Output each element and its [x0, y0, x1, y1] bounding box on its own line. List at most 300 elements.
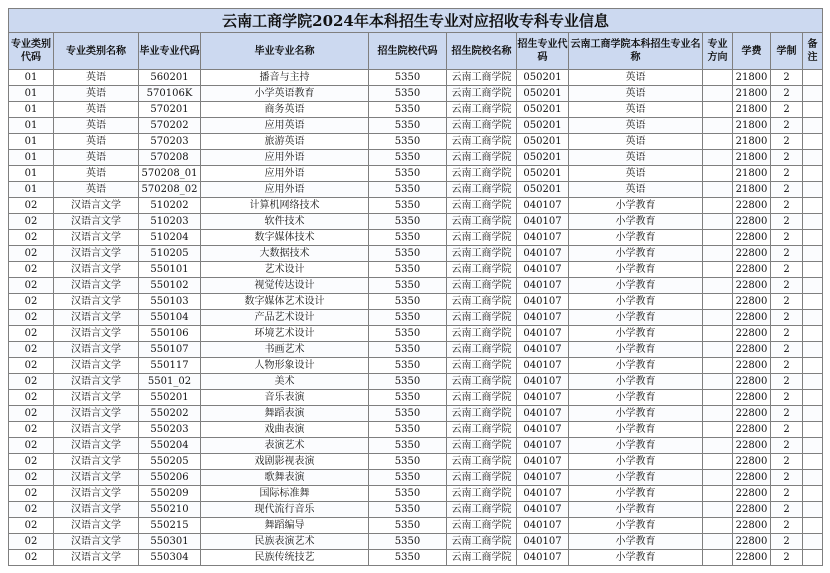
table-cell[interactable] [703, 102, 733, 118]
table-cell[interactable]: 2 [771, 86, 803, 102]
table-cell[interactable]: 21800 [733, 182, 771, 198]
table-cell[interactable]: 2 [771, 438, 803, 454]
table-cell[interactable]: 040107 [517, 246, 569, 262]
table-cell[interactable]: 22800 [733, 502, 771, 518]
table-cell[interactable]: 22800 [733, 262, 771, 278]
table-cell[interactable]: 2 [771, 486, 803, 502]
table-cell[interactable] [703, 294, 733, 310]
table-cell[interactable]: 5350 [369, 198, 447, 214]
table-cell[interactable]: 云南工商学院 [447, 358, 517, 374]
table-cell[interactable]: 550201 [139, 390, 201, 406]
table-cell[interactable]: 5350 [369, 118, 447, 134]
table-cell[interactable]: 550103 [139, 294, 201, 310]
table-cell[interactable]: 02 [9, 518, 54, 534]
table-cell[interactable]: 040107 [517, 534, 569, 550]
table-cell[interactable]: 2 [771, 342, 803, 358]
table-cell[interactable]: 550104 [139, 310, 201, 326]
table-cell[interactable]: 5350 [369, 166, 447, 182]
table-cell[interactable]: 应用英语 [201, 118, 369, 134]
table-cell[interactable]: 现代流行音乐 [201, 502, 369, 518]
table-cell[interactable]: 英语 [569, 182, 703, 198]
table-cell[interactable]: 22800 [733, 310, 771, 326]
table-cell[interactable]: 2 [771, 406, 803, 422]
table-cell[interactable]: 5350 [369, 182, 447, 198]
table-cell[interactable]: 视觉传达设计 [201, 278, 369, 294]
table-cell[interactable] [803, 102, 823, 118]
table-cell[interactable] [703, 70, 733, 86]
table-cell[interactable] [703, 454, 733, 470]
table-cell[interactable]: 550210 [139, 502, 201, 518]
table-cell[interactable]: 570203 [139, 134, 201, 150]
table-cell[interactable]: 040107 [517, 454, 569, 470]
table-cell[interactable]: 050201 [517, 150, 569, 166]
table-cell[interactable]: 汉语言文学 [54, 454, 139, 470]
table-cell[interactable]: 22800 [733, 342, 771, 358]
table-cell[interactable]: 小学教育 [569, 310, 703, 326]
table-cell[interactable]: 英语 [54, 70, 139, 86]
table-cell[interactable]: 小学英语教育 [201, 86, 369, 102]
table-cell[interactable]: 小学教育 [569, 198, 703, 214]
table-cell[interactable]: 5350 [369, 534, 447, 550]
table-cell[interactable] [803, 294, 823, 310]
table-cell[interactable]: 2 [771, 214, 803, 230]
table-cell[interactable]: 云南工商学院 [447, 70, 517, 86]
table-cell[interactable]: 550117 [139, 358, 201, 374]
table-cell[interactable]: 2 [771, 278, 803, 294]
table-cell[interactable]: 音乐表演 [201, 390, 369, 406]
table-cell[interactable]: 小学教育 [569, 454, 703, 470]
table-cell[interactable]: 040107 [517, 502, 569, 518]
table-cell[interactable]: 汉语言文学 [54, 310, 139, 326]
table-cell[interactable]: 播音与主持 [201, 70, 369, 86]
table-cell[interactable]: 云南工商学院 [447, 214, 517, 230]
table-cell[interactable]: 550205 [139, 454, 201, 470]
table-cell[interactable] [703, 278, 733, 294]
table-cell[interactable]: 云南工商学院 [447, 326, 517, 342]
table-cell[interactable]: 戏曲表演 [201, 422, 369, 438]
table-cell[interactable]: 2 [771, 134, 803, 150]
table-cell[interactable]: 2 [771, 534, 803, 550]
table-cell[interactable]: 英语 [54, 102, 139, 118]
table-cell[interactable]: 550206 [139, 470, 201, 486]
table-cell[interactable]: 小学教育 [569, 278, 703, 294]
table-cell[interactable]: 02 [9, 342, 54, 358]
table-cell[interactable]: 2 [771, 374, 803, 390]
table-cell[interactable]: 小学教育 [569, 422, 703, 438]
table-cell[interactable]: 汉语言文学 [54, 486, 139, 502]
table-cell[interactable]: 550101 [139, 262, 201, 278]
table-cell[interactable]: 英语 [54, 118, 139, 134]
table-cell[interactable]: 02 [9, 358, 54, 374]
table-cell[interactable]: 22800 [733, 326, 771, 342]
table-cell[interactable]: 舞蹈表演 [201, 406, 369, 422]
table-cell[interactable] [703, 358, 733, 374]
table-cell[interactable] [703, 342, 733, 358]
table-cell[interactable]: 汉语言文学 [54, 246, 139, 262]
table-cell[interactable]: 050201 [517, 86, 569, 102]
table-cell[interactable]: 2 [771, 198, 803, 214]
table-cell[interactable]: 云南工商学院 [447, 310, 517, 326]
table-cell[interactable]: 小学教育 [569, 502, 703, 518]
table-cell[interactable]: 云南工商学院 [447, 230, 517, 246]
table-cell[interactable] [703, 134, 733, 150]
table-cell[interactable]: 040107 [517, 438, 569, 454]
table-cell[interactable]: 02 [9, 262, 54, 278]
table-cell[interactable]: 550215 [139, 518, 201, 534]
table-cell[interactable]: 数字媒体技术 [201, 230, 369, 246]
table-cell[interactable]: 570202 [139, 118, 201, 134]
table-cell[interactable] [803, 182, 823, 198]
table-cell[interactable]: 040107 [517, 406, 569, 422]
table-cell[interactable]: 云南工商学院 [447, 550, 517, 566]
table-cell[interactable] [803, 86, 823, 102]
table-cell[interactable] [803, 534, 823, 550]
table-cell[interactable]: 2 [771, 454, 803, 470]
table-cell[interactable]: 040107 [517, 470, 569, 486]
table-cell[interactable]: 5501_02 [139, 374, 201, 390]
table-cell[interactable]: 汉语言文学 [54, 294, 139, 310]
table-cell[interactable]: 汉语言文学 [54, 326, 139, 342]
table-cell[interactable] [703, 310, 733, 326]
table-cell[interactable]: 040107 [517, 422, 569, 438]
table-cell[interactable]: 戏剧影视表演 [201, 454, 369, 470]
table-cell[interactable]: 22800 [733, 374, 771, 390]
table-cell[interactable] [803, 438, 823, 454]
table-cell[interactable]: 550304 [139, 550, 201, 566]
table-cell[interactable]: 21800 [733, 150, 771, 166]
table-cell[interactable]: 小学教育 [569, 262, 703, 278]
table-cell[interactable]: 2 [771, 502, 803, 518]
table-cell[interactable]: 2 [771, 422, 803, 438]
table-cell[interactable]: 22800 [733, 470, 771, 486]
table-cell[interactable]: 汉语言文学 [54, 534, 139, 550]
table-cell[interactable] [703, 182, 733, 198]
table-cell[interactable]: 02 [9, 198, 54, 214]
table-cell[interactable]: 环境艺术设计 [201, 326, 369, 342]
table-cell[interactable]: 5350 [369, 438, 447, 454]
table-cell[interactable]: 5350 [369, 326, 447, 342]
table-cell[interactable]: 5350 [369, 294, 447, 310]
table-cell[interactable]: 汉语言文学 [54, 502, 139, 518]
table-cell[interactable]: 民族表演艺术 [201, 534, 369, 550]
table-cell[interactable] [803, 342, 823, 358]
table-cell[interactable]: 21800 [733, 70, 771, 86]
table-cell[interactable]: 02 [9, 374, 54, 390]
table-cell[interactable]: 汉语言文学 [54, 214, 139, 230]
table-cell[interactable]: 云南工商学院 [447, 502, 517, 518]
table-cell[interactable]: 22800 [733, 214, 771, 230]
table-cell[interactable]: 02 [9, 550, 54, 566]
table-cell[interactable]: 云南工商学院 [447, 438, 517, 454]
table-cell[interactable]: 小学教育 [569, 358, 703, 374]
table-cell[interactable] [803, 166, 823, 182]
table-cell[interactable]: 英语 [54, 150, 139, 166]
table-cell[interactable]: 商务英语 [201, 102, 369, 118]
table-cell[interactable]: 汉语言文学 [54, 550, 139, 566]
table-cell[interactable]: 5350 [369, 470, 447, 486]
table-cell[interactable] [803, 390, 823, 406]
table-cell[interactable]: 5350 [369, 358, 447, 374]
table-cell[interactable]: 02 [9, 214, 54, 230]
table-cell[interactable]: 2 [771, 550, 803, 566]
table-cell[interactable]: 040107 [517, 198, 569, 214]
table-cell[interactable]: 应用外语 [201, 182, 369, 198]
table-cell[interactable]: 小学教育 [569, 518, 703, 534]
table-cell[interactable]: 云南工商学院 [447, 86, 517, 102]
table-cell[interactable]: 5350 [369, 406, 447, 422]
table-cell[interactable] [803, 310, 823, 326]
table-cell[interactable]: 02 [9, 390, 54, 406]
table-cell[interactable]: 小学教育 [569, 534, 703, 550]
table-cell[interactable] [703, 166, 733, 182]
table-cell[interactable]: 小学教育 [569, 438, 703, 454]
table-cell[interactable] [703, 246, 733, 262]
table-cell[interactable] [803, 278, 823, 294]
table-cell[interactable]: 040107 [517, 374, 569, 390]
table-cell[interactable]: 5350 [369, 278, 447, 294]
table-cell[interactable]: 040107 [517, 278, 569, 294]
table-cell[interactable]: 舞蹈编导 [201, 518, 369, 534]
table-cell[interactable]: 汉语言文学 [54, 374, 139, 390]
table-cell[interactable]: 040107 [517, 326, 569, 342]
table-cell[interactable]: 5350 [369, 374, 447, 390]
table-cell[interactable]: 2 [771, 358, 803, 374]
table-cell[interactable]: 英语 [569, 134, 703, 150]
table-cell[interactable]: 050201 [517, 134, 569, 150]
table-cell[interactable]: 22800 [733, 198, 771, 214]
table-cell[interactable]: 计算机网络技术 [201, 198, 369, 214]
table-cell[interactable]: 汉语言文学 [54, 342, 139, 358]
table-cell[interactable]: 小学教育 [569, 326, 703, 342]
table-cell[interactable]: 云南工商学院 [447, 422, 517, 438]
table-cell[interactable]: 云南工商学院 [447, 182, 517, 198]
table-cell[interactable]: 5350 [369, 390, 447, 406]
table-cell[interactable]: 040107 [517, 214, 569, 230]
table-cell[interactable]: 01 [9, 86, 54, 102]
table-cell[interactable]: 英语 [54, 166, 139, 182]
table-cell[interactable] [703, 118, 733, 134]
table-cell[interactable]: 人物形象设计 [201, 358, 369, 374]
table-cell[interactable]: 英语 [54, 134, 139, 150]
table-cell[interactable]: 云南工商学院 [447, 390, 517, 406]
table-cell[interactable] [703, 326, 733, 342]
table-cell[interactable] [703, 502, 733, 518]
table-cell[interactable]: 22800 [733, 278, 771, 294]
table-cell[interactable]: 050201 [517, 118, 569, 134]
table-cell[interactable]: 2 [771, 326, 803, 342]
table-cell[interactable]: 云南工商学院 [447, 278, 517, 294]
table-cell[interactable]: 040107 [517, 230, 569, 246]
table-cell[interactable]: 22800 [733, 230, 771, 246]
table-cell[interactable]: 22800 [733, 358, 771, 374]
table-cell[interactable] [803, 214, 823, 230]
table-cell[interactable]: 21800 [733, 102, 771, 118]
table-cell[interactable]: 云南工商学院 [447, 534, 517, 550]
table-cell[interactable]: 2 [771, 166, 803, 182]
table-cell[interactable]: 大数据技术 [201, 246, 369, 262]
table-cell[interactable]: 5350 [369, 518, 447, 534]
table-cell[interactable]: 01 [9, 150, 54, 166]
table-cell[interactable]: 英语 [569, 150, 703, 166]
table-cell[interactable]: 550204 [139, 438, 201, 454]
table-cell[interactable]: 云南工商学院 [447, 374, 517, 390]
table-cell[interactable]: 040107 [517, 294, 569, 310]
table-cell[interactable]: 22800 [733, 534, 771, 550]
table-cell[interactable]: 2 [771, 230, 803, 246]
table-cell[interactable]: 英语 [54, 86, 139, 102]
table-cell[interactable]: 汉语言文学 [54, 278, 139, 294]
table-cell[interactable]: 小学教育 [569, 342, 703, 358]
table-cell[interactable]: 5350 [369, 134, 447, 150]
table-cell[interactable]: 5350 [369, 230, 447, 246]
table-cell[interactable]: 550102 [139, 278, 201, 294]
table-cell[interactable]: 02 [9, 294, 54, 310]
table-cell[interactable]: 英语 [54, 182, 139, 198]
table-cell[interactable]: 01 [9, 134, 54, 150]
table-cell[interactable] [803, 454, 823, 470]
table-cell[interactable]: 040107 [517, 310, 569, 326]
table-cell[interactable]: 国际标准舞 [201, 486, 369, 502]
table-cell[interactable]: 02 [9, 230, 54, 246]
table-cell[interactable]: 云南工商学院 [447, 454, 517, 470]
table-cell[interactable]: 云南工商学院 [447, 166, 517, 182]
table-cell[interactable]: 21800 [733, 86, 771, 102]
table-cell[interactable]: 02 [9, 486, 54, 502]
table-cell[interactable]: 02 [9, 470, 54, 486]
table-cell[interactable]: 旅游英语 [201, 134, 369, 150]
table-cell[interactable]: 570201 [139, 102, 201, 118]
table-cell[interactable]: 小学教育 [569, 230, 703, 246]
table-cell[interactable]: 02 [9, 502, 54, 518]
table-cell[interactable]: 2 [771, 246, 803, 262]
table-cell[interactable]: 22800 [733, 438, 771, 454]
table-cell[interactable]: 22800 [733, 422, 771, 438]
table-cell[interactable]: 小学教育 [569, 470, 703, 486]
table-cell[interactable] [703, 390, 733, 406]
table-cell[interactable]: 550301 [139, 534, 201, 550]
table-cell[interactable] [803, 262, 823, 278]
table-cell[interactable]: 02 [9, 534, 54, 550]
table-cell[interactable]: 云南工商学院 [447, 406, 517, 422]
table-cell[interactable]: 云南工商学院 [447, 342, 517, 358]
table-cell[interactable]: 510204 [139, 230, 201, 246]
table-cell[interactable] [703, 150, 733, 166]
table-cell[interactable]: 510205 [139, 246, 201, 262]
table-cell[interactable]: 550202 [139, 406, 201, 422]
table-cell[interactable]: 5350 [369, 150, 447, 166]
table-cell[interactable]: 英语 [569, 118, 703, 134]
table-cell[interactable]: 英语 [569, 102, 703, 118]
table-cell[interactable]: 570106K [139, 86, 201, 102]
table-cell[interactable]: 云南工商学院 [447, 486, 517, 502]
table-cell[interactable] [803, 70, 823, 86]
table-cell[interactable]: 21800 [733, 166, 771, 182]
table-cell[interactable]: 550106 [139, 326, 201, 342]
table-cell[interactable]: 5350 [369, 102, 447, 118]
table-cell[interactable]: 22800 [733, 550, 771, 566]
table-cell[interactable] [703, 486, 733, 502]
table-cell[interactable]: 5350 [369, 342, 447, 358]
table-cell[interactable]: 应用外语 [201, 166, 369, 182]
table-cell[interactable]: 2 [771, 262, 803, 278]
table-cell[interactable] [803, 198, 823, 214]
table-cell[interactable]: 小学教育 [569, 486, 703, 502]
table-cell[interactable]: 050201 [517, 182, 569, 198]
table-cell[interactable]: 小学教育 [569, 246, 703, 262]
table-cell[interactable]: 云南工商学院 [447, 198, 517, 214]
table-cell[interactable]: 21800 [733, 118, 771, 134]
table-cell[interactable] [703, 518, 733, 534]
table-cell[interactable]: 汉语言文学 [54, 230, 139, 246]
table-cell[interactable] [803, 486, 823, 502]
table-cell[interactable]: 汉语言文学 [54, 262, 139, 278]
table-cell[interactable]: 2 [771, 182, 803, 198]
table-cell[interactable] [803, 118, 823, 134]
table-cell[interactable]: 22800 [733, 518, 771, 534]
table-cell[interactable]: 01 [9, 70, 54, 86]
table-cell[interactable] [703, 534, 733, 550]
table-cell[interactable]: 5350 [369, 422, 447, 438]
table-cell[interactable]: 汉语言文学 [54, 406, 139, 422]
table-cell[interactable]: 2 [771, 118, 803, 134]
table-cell[interactable]: 040107 [517, 358, 569, 374]
table-cell[interactable] [703, 86, 733, 102]
table-cell[interactable]: 云南工商学院 [447, 294, 517, 310]
table-cell[interactable]: 5350 [369, 550, 447, 566]
table-cell[interactable]: 汉语言文学 [54, 422, 139, 438]
table-cell[interactable]: 550209 [139, 486, 201, 502]
table-cell[interactable] [803, 150, 823, 166]
table-cell[interactable] [803, 230, 823, 246]
table-cell[interactable]: 汉语言文学 [54, 438, 139, 454]
table-cell[interactable] [803, 550, 823, 566]
table-cell[interactable] [803, 422, 823, 438]
table-cell[interactable]: 5350 [369, 214, 447, 230]
table-cell[interactable]: 2 [771, 150, 803, 166]
table-cell[interactable]: 云南工商学院 [447, 470, 517, 486]
table-cell[interactable]: 22800 [733, 294, 771, 310]
table-cell[interactable] [803, 358, 823, 374]
table-cell[interactable]: 050201 [517, 166, 569, 182]
table-cell[interactable]: 小学教育 [569, 390, 703, 406]
table-cell[interactable]: 汉语言文学 [54, 358, 139, 374]
table-cell[interactable]: 570208_02 [139, 182, 201, 198]
table-cell[interactable]: 5350 [369, 262, 447, 278]
table-cell[interactable]: 22800 [733, 246, 771, 262]
table-cell[interactable] [803, 246, 823, 262]
table-cell[interactable]: 2 [771, 70, 803, 86]
table-cell[interactable]: 01 [9, 118, 54, 134]
table-cell[interactable]: 02 [9, 422, 54, 438]
table-cell[interactable]: 550107 [139, 342, 201, 358]
table-cell[interactable]: 云南工商学院 [447, 150, 517, 166]
table-cell[interactable]: 艺术设计 [201, 262, 369, 278]
table-cell[interactable]: 560201 [139, 70, 201, 86]
table-cell[interactable] [803, 502, 823, 518]
table-cell[interactable]: 040107 [517, 390, 569, 406]
table-cell[interactable]: 云南工商学院 [447, 134, 517, 150]
table-cell[interactable] [703, 438, 733, 454]
table-cell[interactable]: 表演艺术 [201, 438, 369, 454]
table-cell[interactable]: 小学教育 [569, 550, 703, 566]
table-cell[interactable] [703, 230, 733, 246]
table-cell[interactable]: 小学教育 [569, 374, 703, 390]
table-cell[interactable]: 小学教育 [569, 214, 703, 230]
table-cell[interactable]: 040107 [517, 518, 569, 534]
table-cell[interactable]: 01 [9, 166, 54, 182]
table-cell[interactable]: 2 [771, 390, 803, 406]
table-cell[interactable]: 510202 [139, 198, 201, 214]
